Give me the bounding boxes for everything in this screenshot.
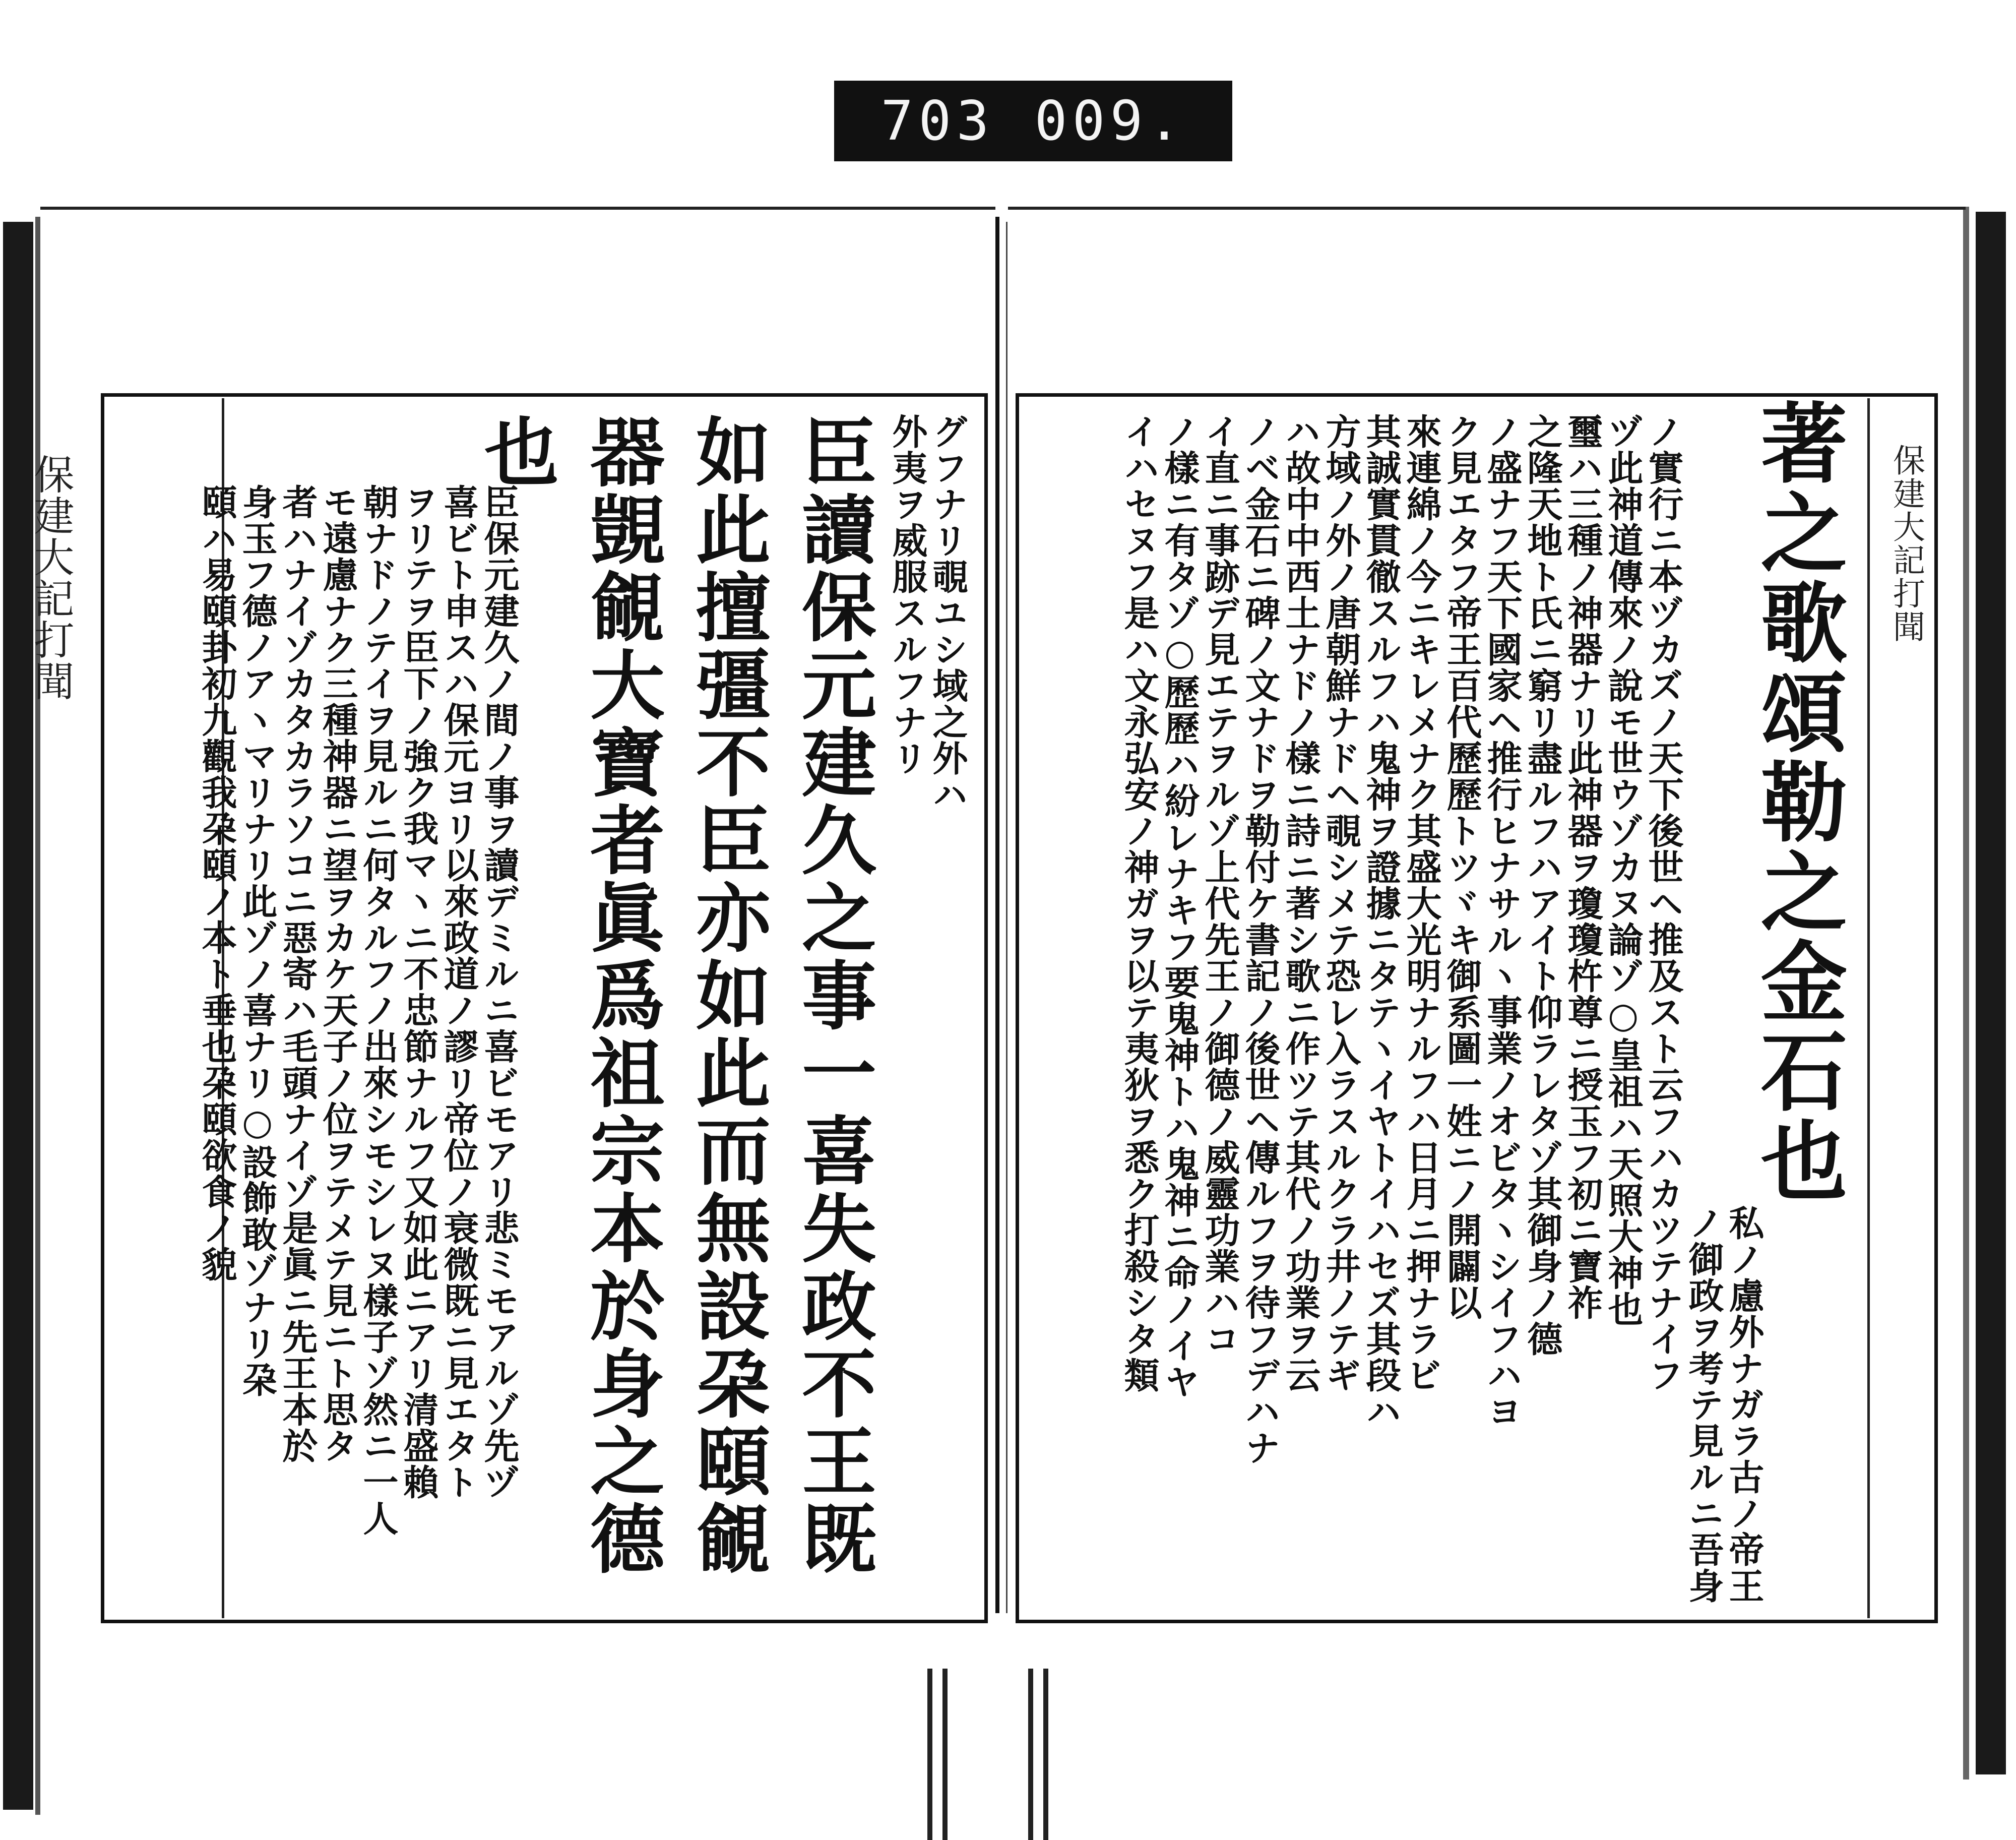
right-page-line-12: ハ故中中西土ナドノ樣ニ詩ニ著シ歌ニ作ツテ其代ノ功業ヲ云 (1280, 413, 1321, 1393)
right-page-heading: 著之歌頌勒之金石也 (1746, 398, 1849, 1206)
left-page-main-line-2: 如此擅彊不臣亦如此而無設朶頤覦 (684, 413, 772, 1578)
book-spine (995, 217, 999, 1613)
left-page-commentary-3: ヲリテヲ臣下ノ強ク我マヽニ不忠節ナルフ又如此ニアリ清盛賴 (398, 484, 439, 1500)
right-page-line-9: 來連綿ノ今ニキレメナク其盛大光明ナルフハ日月ニ押ナラビ (1401, 413, 1442, 1393)
left-page-note-2: 外夷ヲ威服スルフナリ (887, 413, 928, 776)
archive-number-label (834, 81, 1232, 161)
right-page-line-5: 璽ハ三種ノ神器ナリ此神器ヲ瓊瓊杵尊ニ授玉フ初ニ寶祚 (1562, 413, 1604, 1321)
right-page-margin-title: 保建大記打聞 (1887, 444, 1925, 643)
left-page-commentary-2: 喜ビト申スハ保元ヨリ以來政道ノ謬リ帝位ノ衰微既ニ見エタト (438, 484, 480, 1500)
archive-number-left: 703 (880, 89, 994, 153)
left-page-commentary-6: 者ハナイゾカタカラソコニ惡寄ハ毛頭ナイゾ是眞ニ先王本於 (277, 484, 319, 1464)
right-page-line-11: 方域ノ外ノ唐朝鮮ナドヘ覗シメテ恐レ入ラスルクラ井ノテギ (1320, 413, 1362, 1393)
binding-strip-1 (927, 1669, 932, 1840)
left-page-commentary-5: モ遠慮ナク三種神器ニ望ヲカケ天子ノ位ヲテメテ見ニト思タ (317, 484, 359, 1464)
left-page-margin-title: 保建大記打聞 (27, 454, 74, 702)
right-page-line-16: イハセヌフ是ハ文永弘安ノ神ガヲ以テ夷狄ヲ悉ク打殺シタ類 (1118, 413, 1160, 1393)
right-page-margin-rule (1867, 398, 1870, 1618)
right-page-line-3: ノ實行ニ本ヅカズノ天下後世ヘ推及スト云フハカツテナイフ (1643, 413, 1684, 1393)
left-page-main-line-3: 器覬覦大寶者眞爲祖宗本於身之德 (578, 413, 666, 1578)
right-page-line-1: 私ノ慮外ナガラ古ノ帝王 (1723, 1205, 1765, 1604)
right-page-line-10: 其誠實貫徹スルフハ鬼神ヲ證據ニタテヽイヤトイハセズ其段ハ (1360, 413, 1402, 1430)
left-page-main-line-4: 也 (472, 413, 560, 491)
left-page-top-edge (40, 207, 995, 210)
right-page-line-6: 之隆天地ト氏ニ窮リ盡ルフハアイト仰ラレタゾ其御身ノ德 (1522, 413, 1563, 1357)
left-page-note-1: グフナリ覗ユシ域之外ハ (927, 413, 969, 813)
archive-number-right: 009. (1034, 89, 1186, 153)
right-page-line-15: ノ樣ニ有タゾ○歷歷ハ紛レナキフ要鬼神トハ鬼神ニ命ノイヤ (1159, 413, 1201, 1400)
right-page-line-14: イ直ニ事跡デ見エテヲルゾ上代先王ノ御德ノ威靈功業ハコ (1199, 413, 1241, 1357)
book-spine-shadow (1006, 222, 1007, 1613)
left-page-commentary-1: 臣保元建久ノ間ノ事ヲ讀デミルニ喜ビモアリ悲ミモアルゾ先ヅ (478, 484, 520, 1500)
right-page-top-edge (1008, 207, 1966, 210)
left-page-commentary-7: 身玉フ德ノアヽマリナリ此ゾノ喜ナリ○設飾敢ゾナリ朶 (236, 484, 278, 1398)
book-edge-right-inner (1963, 207, 1969, 1780)
left-page-main-line-1: 臣讀保元建久之事一喜失政不王既 (790, 413, 877, 1578)
left-page-commentary-4: 朝ナドノテイヲ見ルニ何タルフノ出來シモシレヌ樣子ゾ然ニ一人 (357, 484, 399, 1537)
right-page-line-4: ヅ此神道傳來ノ說モ世ウゾカヌ論ゾ○皇祖ハ天照大神也 (1602, 413, 1644, 1327)
binding-strip-4 (1043, 1669, 1048, 1840)
left-page-commentary-8: 頤ハ易頤卦初九觀我朶頤ノ本ト垂也朶頤欲食ノ貌 (196, 484, 238, 1282)
binding-strip-2 (942, 1669, 948, 1840)
binding-strip-3 (1028, 1669, 1033, 1840)
right-page-line-2: ノ御政ヲ考テ見ルニ吾身 (1683, 1205, 1725, 1604)
right-page-line-7: ノ盛ナフ天下國家ヘ推行ヒナサルヽ事業ノオビタヽシイフハヨ (1481, 413, 1523, 1430)
book-edge-right (1976, 212, 2006, 1774)
right-page-line-8: ク見エタフ帝王百代歷歷トツヾキ御系圖一姓ニノ開闢以 (1441, 413, 1483, 1321)
right-page-line-13: ノベ金石ニ碑ノ文ナドヲ勒付ケ書記ノ後世ヘ傳ルフヲ待フデハナ (1239, 413, 1281, 1466)
